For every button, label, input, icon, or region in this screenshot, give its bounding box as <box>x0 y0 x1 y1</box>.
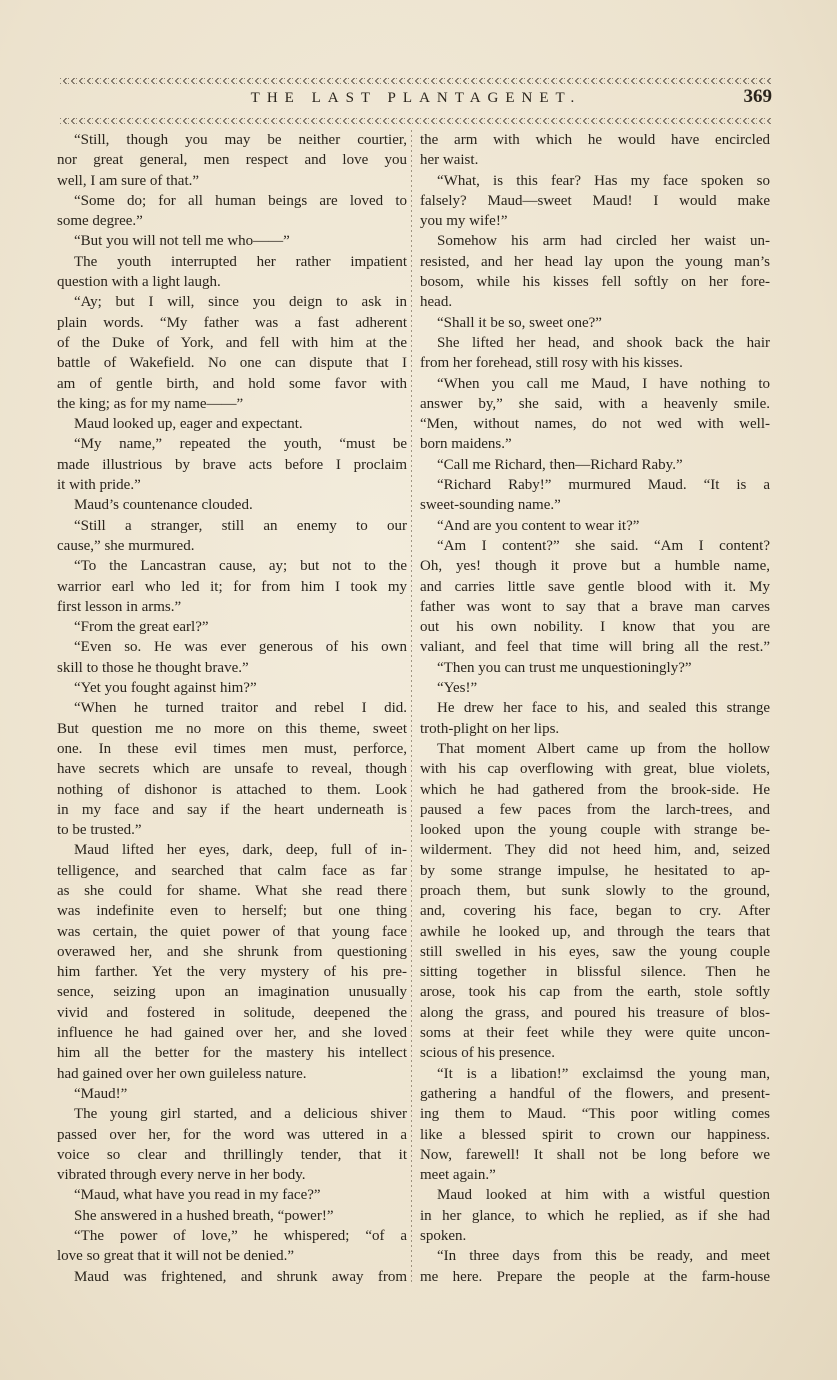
text-line: of the Duke of York, and fell with him at the <box>57 334 407 351</box>
text-line: “The power of love,” he whispered; “of a <box>74 1228 407 1245</box>
text-line: spoken. <box>420 1228 467 1245</box>
text-line: She lifted her head, and shook back the hair <box>437 334 770 351</box>
text-line: was indefinite even to herself; but one thing <box>57 903 407 920</box>
text-line: head. <box>420 294 453 311</box>
text-line: Maud looked at him with a wistful question <box>437 1187 770 1204</box>
text-line: “Maud!” <box>74 1085 128 1102</box>
text-line: soms at their feet while they were quite uncon- <box>420 1025 770 1042</box>
text-line: which he had gathered from the brook-side. He <box>420 781 770 798</box>
text-line: Now, farewell! It shall not be long before we <box>420 1146 770 1163</box>
text-line: Oh, yes! though it prove but a humble name, <box>420 558 770 575</box>
text-line: “Men, without names, do not wed with well- <box>420 416 770 433</box>
text-line: “But you will not tell me who——” <box>74 233 290 250</box>
text-line: to be trusted.” <box>57 822 142 839</box>
text-line: plain words. “My father was a fast adherent <box>57 314 407 331</box>
text-line: had gained over her own guileless nature. <box>57 1065 307 1082</box>
text-line: Somehow his arm had circled her waist un- <box>437 233 770 250</box>
text-line: “Yet you fought against him?” <box>74 680 257 697</box>
text-line: “Then you can trust me unquestioningly?” <box>437 659 692 676</box>
text-line: vibrated through every nerve in her body. <box>57 1167 306 1184</box>
text-line: “What, is this fear? Has my face spoken so <box>437 172 770 189</box>
text-line: “Still a stranger, still an enemy to our <box>74 517 407 534</box>
text-line: scious of his presence. <box>420 1045 555 1062</box>
text-line: the arm with which he would have encircled <box>420 132 770 148</box>
text-line: passed over her, for the word was uttered in a <box>57 1126 407 1143</box>
text-line: am of gentle birth, and hold some favor with <box>57 375 407 392</box>
text-line: “Am I content?” she said. “Am I content? <box>437 537 770 554</box>
text-line: have secrets which are unsafe to reveal, though <box>57 761 407 778</box>
text-line: “Ay; but I will, since you deign to ask in <box>74 294 407 311</box>
text-line: as she could for shame. What she read there <box>57 882 407 899</box>
header-bottom-rule <box>60 118 772 124</box>
text-line: Maud was frightened, and shrunk away from <box>74 1268 407 1285</box>
page-number: 369 <box>743 86 772 107</box>
text-line: still swelled in his eyes, saw the young couple <box>420 943 770 960</box>
text-line: meet again.” <box>420 1167 496 1184</box>
column-divider <box>409 130 415 1282</box>
text-line: sitting together in blissful silence. Then he <box>420 964 770 981</box>
text-line: “From the great earl?” <box>74 619 209 636</box>
text-line: bosom, while his kisses fell softly on her fore- <box>420 274 770 291</box>
text-line: nor great general, men respect and love you <box>57 152 407 169</box>
text-line: “When he turned traitor and rebel I did. <box>74 700 407 717</box>
text-line: him all the better for the mastery his intellect <box>57 1045 407 1062</box>
text-line: you my wife!” <box>420 213 508 230</box>
text-line: falsely? Maud—sweet Maud! I would make <box>420 192 770 209</box>
text-line: The young girl started, and a delicious shiver <box>74 1106 407 1123</box>
text-line: She answered in a hushed breath, “power!” <box>74 1207 334 1224</box>
text-line: arose, took his cap from the earth, stole softly <box>420 984 770 1001</box>
text-line: “My name,” repeated the youth, “must be <box>74 436 407 453</box>
text-line: awhile he looked up, and through the tears that <box>420 923 770 940</box>
text-line: nothing of dishonor is attached to them. Look <box>57 781 407 798</box>
text-line: gathering a handful of the flowers, and present- <box>420 1085 770 1102</box>
text-line: the king; as for my name——” <box>57 395 244 412</box>
text-line: But question me no more on this theme, sweet <box>57 720 407 737</box>
text-line: “Some do; for all human beings are loved to <box>74 192 407 209</box>
text-line: Maud lifted her eyes, dark, deep, full of in- <box>74 842 407 859</box>
text-line: question with a light laugh. <box>57 274 221 291</box>
text-line: vivid and fostered in solitude, deepened the <box>57 1004 407 1021</box>
text-line: “Call me Richard, then—Richard Raby.” <box>437 456 683 473</box>
text-line: some degree.” <box>57 213 143 230</box>
text-line: was certain, the quiet power of that young face <box>57 923 407 940</box>
text-line: battle of Wakefield. No one can dispute that I <box>57 355 407 372</box>
text-line: in her glance, to which he replied, as if she had <box>420 1207 770 1224</box>
running-title: THE LAST PLANTAGENET. <box>250 90 582 106</box>
text-line: “Shall it be so, sweet one?” <box>437 314 602 331</box>
text-line: him farther. Yet the very mystery of his pre- <box>57 964 407 981</box>
text-line: paused a few paces from the larch-trees, and <box>420 801 770 818</box>
text-line: answer by,” she said, with a heavenly smile. <box>420 395 770 412</box>
text-line: by some strange impulse, he hesitated to ap- <box>420 862 770 879</box>
top-ornamental-rule <box>60 78 772 84</box>
text-line: “To the Lancastran cause, ay; but not to the <box>74 558 407 575</box>
text-line: it with pride.” <box>57 477 141 494</box>
text-line: well, I am sure of that.” <box>57 172 200 189</box>
text-line: and, covering his face, began to cry. After <box>420 903 770 920</box>
text-line: like a blessed spirit to crown our happiness. <box>420 1126 770 1143</box>
text-line: looked upon the young couple with strange be- <box>420 822 770 839</box>
text-line: “Still, though you may be neither courtier, <box>74 132 407 148</box>
text-line: voice so clear and thrillingly tender, that it <box>57 1146 407 1163</box>
text-line: warrior earl who led it; for from him I took my <box>57 578 407 595</box>
text-line: “Richard Raby!” murmured Maud. “It is a <box>437 477 770 494</box>
text-line: from her forehead, still rosy with his kisses. <box>420 355 683 372</box>
text-line: The youth interrupted her rather impatient <box>74 253 407 270</box>
text-line: “In three days from this be ready, and meet <box>437 1248 770 1265</box>
text-line: along the grass, and poured his treasure of blos- <box>420 1004 770 1021</box>
text-line: born maidens.” <box>420 436 512 453</box>
text-line: wilderment. They did not heed him, and, seized <box>420 842 770 859</box>
text-line: overawed her, and she shrunk from questioning <box>57 943 407 960</box>
text-line: “Maud, what have you read in my face?” <box>74 1187 321 1204</box>
text-line: made illustrious by brave acts before I proclaim <box>57 456 407 473</box>
page-header <box>60 88 772 112</box>
text-line: skill to those he thought brave.” <box>57 659 249 676</box>
right-text-column <box>420 130 770 1287</box>
text-line: love so great that it will not be denied.” <box>57 1248 295 1265</box>
text-line: Maud looked up, eager and expectant. <box>74 416 303 433</box>
text-line: “And are you content to wear it?” <box>437 517 640 534</box>
text-line: “When you call me Maud, I have nothing to <box>437 375 770 392</box>
left-text-column <box>57 130 407 1287</box>
text-line: and carries little save gentle blood with it. My <box>420 578 770 595</box>
text-line: He drew her face to his, and sealed this strange <box>437 700 770 717</box>
text-line: in my face and say if the heart underneath is <box>57 801 407 818</box>
text-line: me here. Prepare the people at the farm-house <box>420 1268 770 1285</box>
text-line: telligence, and searched that calm face as far <box>57 862 407 879</box>
text-line: resisted, and her head lay upon the young man’s <box>420 253 770 270</box>
text-line: one. In these evil times men must, perforce, <box>57 740 407 757</box>
text-line: proach them, but sunk slowly to the ground, <box>420 882 770 899</box>
text-line: father was wont to say that a brave man carves <box>420 598 770 615</box>
text-line: “Yes!” <box>437 680 478 697</box>
text-line: troth-plight on her lips. <box>420 720 560 737</box>
text-line: Maud’s countenance clouded. <box>74 497 253 514</box>
text-line: That moment Albert came up from the hollow <box>437 740 770 757</box>
text-line: sence, seizing upon an imagination unusually <box>57 984 407 1001</box>
text-line: influence he had gained over her, and she loved <box>57 1025 407 1042</box>
text-line: valiant, and feel that time will bring all the rest.” <box>420 639 770 656</box>
text-line: cause,” she murmured. <box>57 537 195 554</box>
text-line: her waist. <box>420 152 479 169</box>
text-line: “It is a libation!” exclaimsd the young man, <box>437 1065 770 1082</box>
text-line: “Even so. He was ever generous of his own <box>74 639 407 656</box>
text-line: out his own nobility. I know that you are <box>420 619 770 636</box>
text-line: first lesson in arms.” <box>57 598 182 615</box>
text-line: sweet-sounding name.” <box>420 497 561 514</box>
text-line: ing them to Maud. “This poor witling comes <box>420 1106 770 1123</box>
text-line: with his cap overflowing with great, blue violets, <box>420 761 770 778</box>
